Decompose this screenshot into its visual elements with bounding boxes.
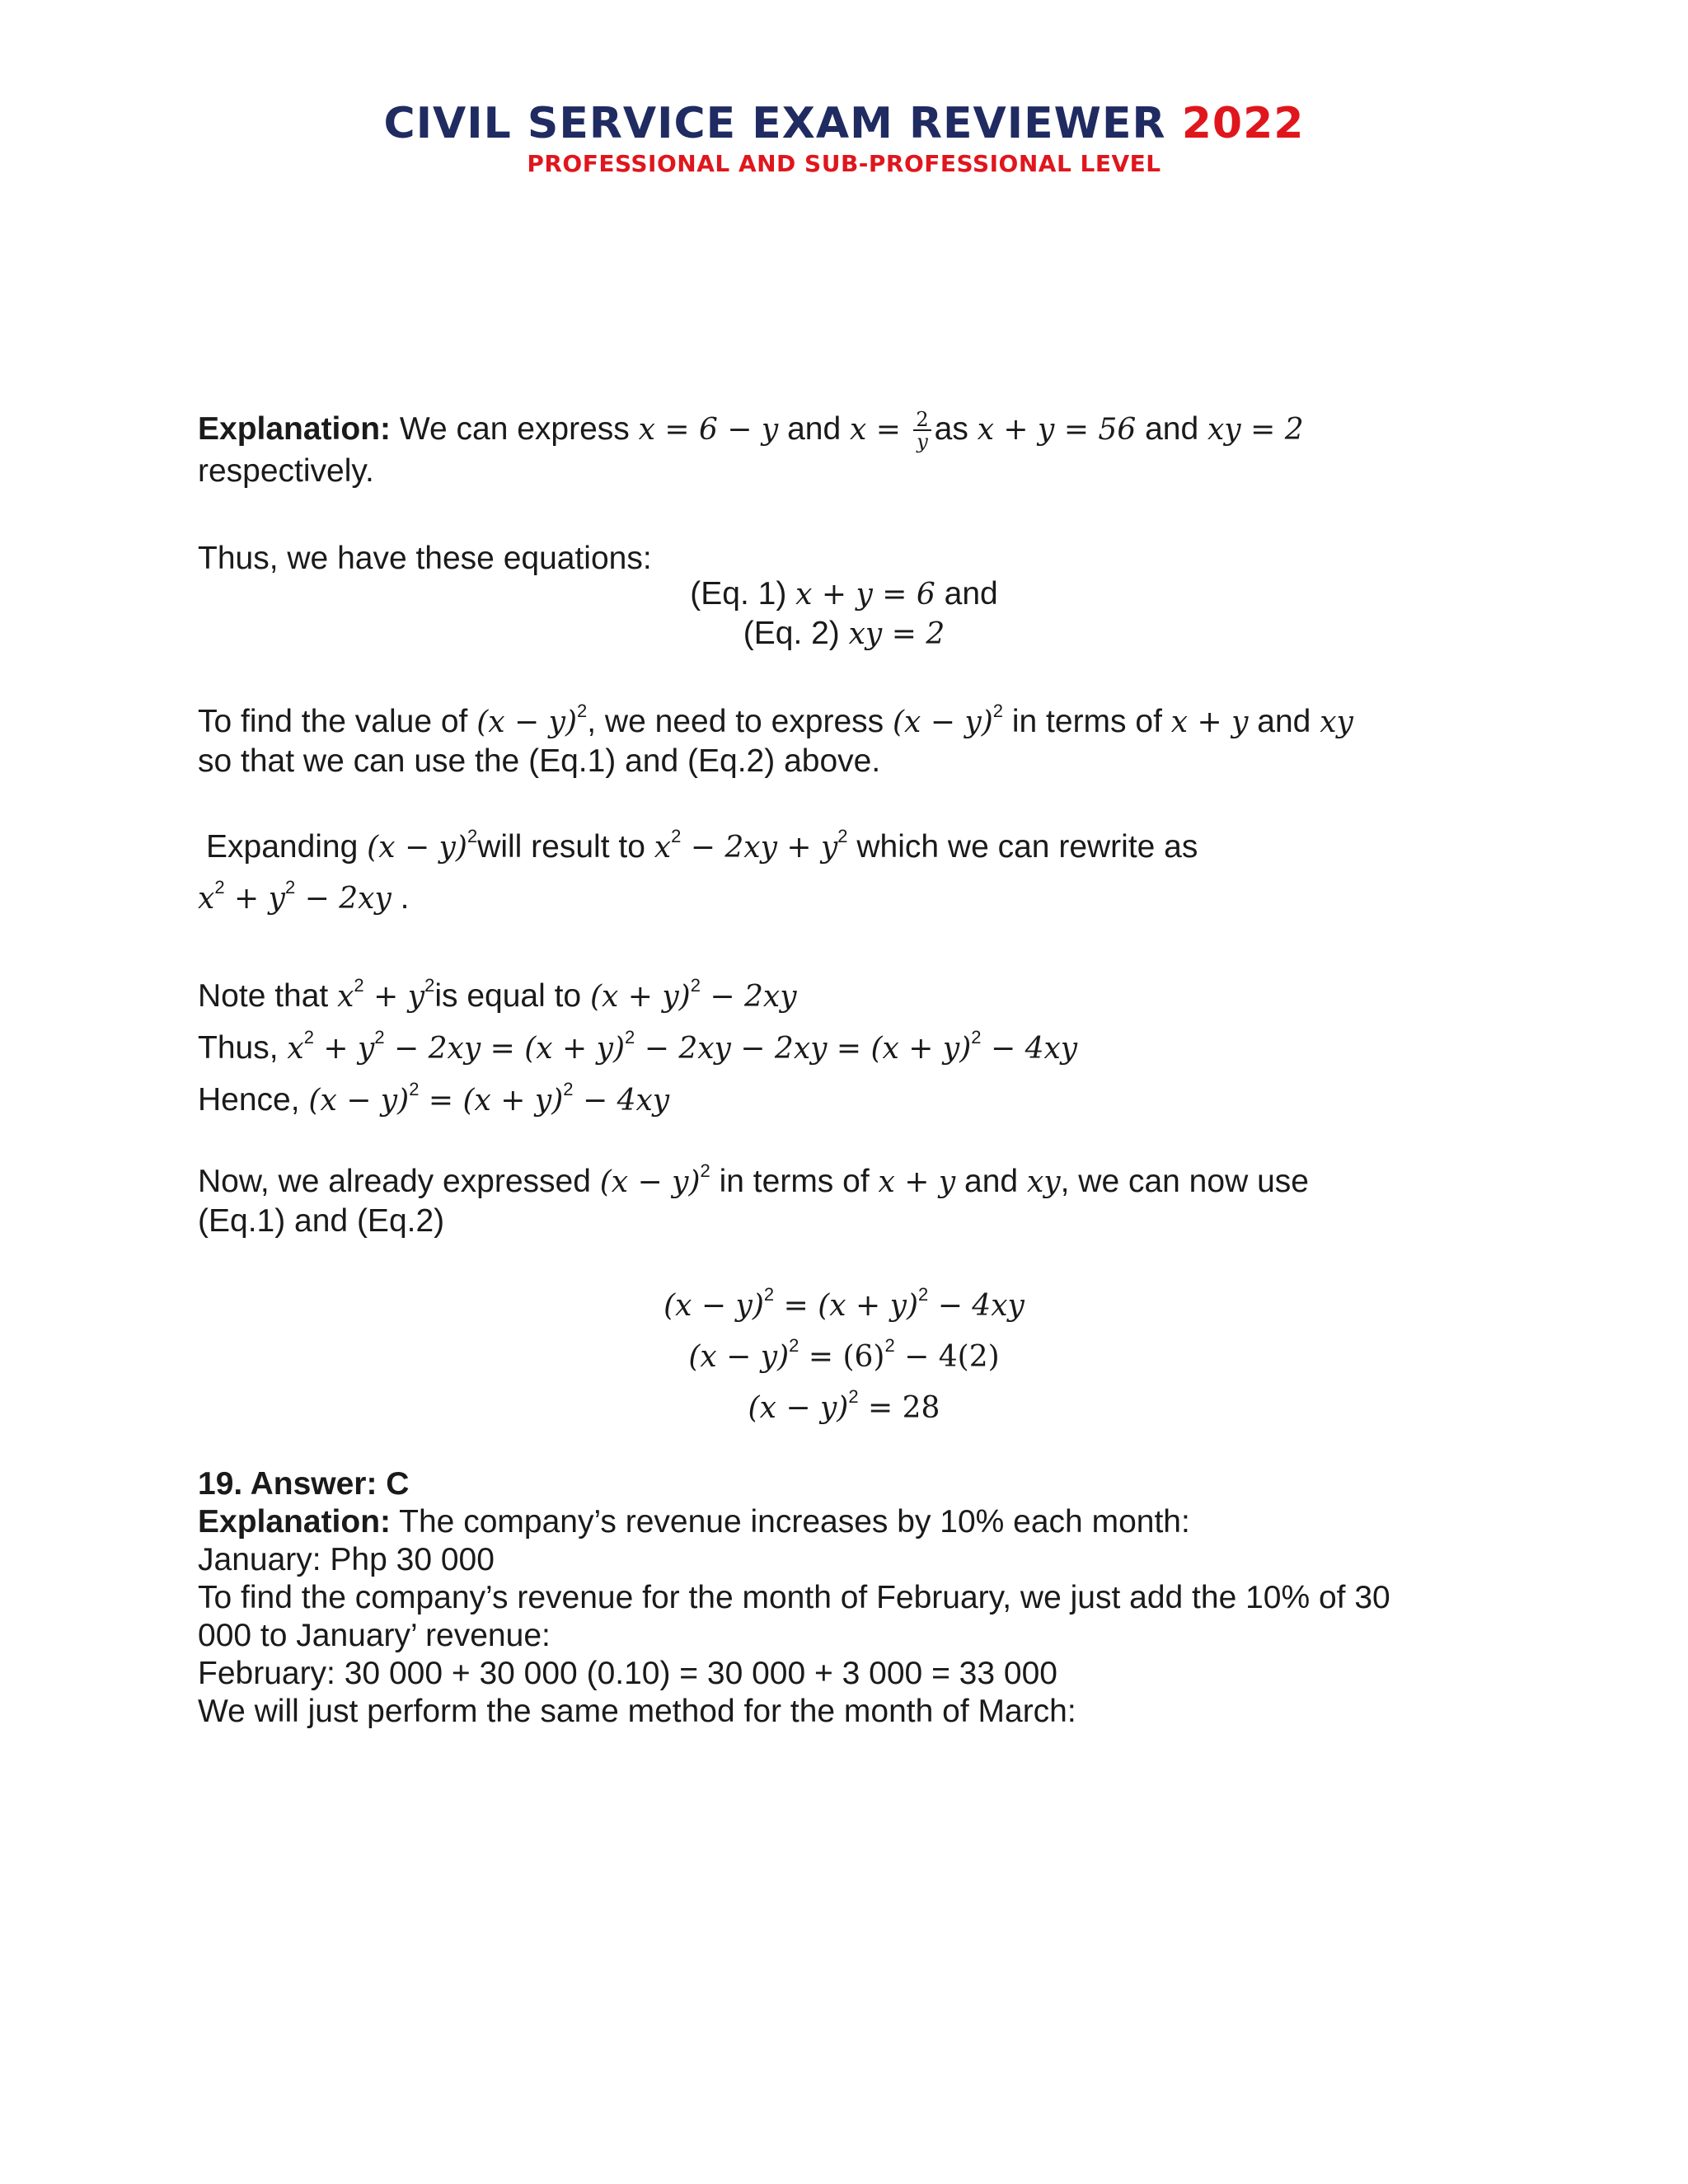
paragraph-expanding: Expanding $(x - y)^2will$ result to $x^2 - 2xy + y^2$ which we can rewrite as xyxy=(206,826,1198,865)
explanation-label: Explanation: xyxy=(198,411,392,447)
paragraph-express: Explanation: We can express x = 6 − y and x = $\frac{2}{y}$ as x + y = 56 and xy = 2 respectively. xyxy=(198,408,1304,490)
calc-row-3: $(x - y)^2 = 28$ xyxy=(748,1386,940,1425)
header-title xyxy=(0,99,1688,148)
paragraph-equations-intro: Thus, we have these equations: xyxy=(198,541,652,576)
paragraph-apply: Now, we already expressed $(x - y)^2$ in terms of x + y and xy, we can now use (Eq.1) and (Eq.2) xyxy=(198,1160,1309,1239)
calc-row-1: $(x - y)^2 = (x + y)^2 - 4xy$ xyxy=(663,1284,1025,1323)
answer-heading: 19. Answer: C xyxy=(198,1466,410,1502)
header-title-year: 2022 xyxy=(1181,99,1305,148)
answer-19-section: 19. Answer: C Explanation: The company’s revenue increases by 10% each month: January: Php 30 000 To find the company’s revenue for the month of February, we just add the 10% of 30 000 to January’ revenue: February: 30 000 + 30 000 (0.10) = 30 000 + 3 000 = 33 000 We will just perform the same method for the month of March: xyxy=(198,1465,1500,1731)
expanded-rewrite: $x^2 + y^2 - 2xy$ . xyxy=(198,877,410,916)
calc-row-2: $(x - y)^2 = (6)^2 - 4(2)$ xyxy=(688,1335,1000,1374)
fraction-2-over-y: $\frac{2}{y}$ xyxy=(913,410,931,452)
equation-1: (Eq. 1) x + y = 6 and xyxy=(690,576,998,612)
header-title-main: CIVIL SERVICE EXAM REVIEWER xyxy=(383,99,1166,148)
derivation-line-1: Note that $x^2 + y^2is$ equal to $(x + y)^2 - 2xy$ xyxy=(198,975,797,1014)
derivation-line-3: Hence, $(x - y)^2 = (x + y)^2 - 4xy$ xyxy=(198,1079,670,1118)
explanation-label: Explanation: xyxy=(198,1504,392,1540)
header-banner xyxy=(0,99,1688,177)
derivation-line-2: Thus, $x^2 + y^2 - 2xy = (x + y)^2 - 2xy - 2xy = (x + y)^2 - 4xy$ xyxy=(198,1027,1078,1066)
paragraph-find-value: To find the value of $(x - y)^2$, we need to express $(x - y)^2$ in terms of x + y and xy so that we can use the (Eq.1) and (Eq.2) above. xyxy=(198,701,1353,779)
header-subtitle: PROFESSIONAL AND SUB-PROFESSIONAL LEVEL xyxy=(527,150,1161,177)
paragraph-derivation xyxy=(198,971,1500,1127)
equation-2: (Eq. 2) xy = 2 xyxy=(743,616,945,651)
